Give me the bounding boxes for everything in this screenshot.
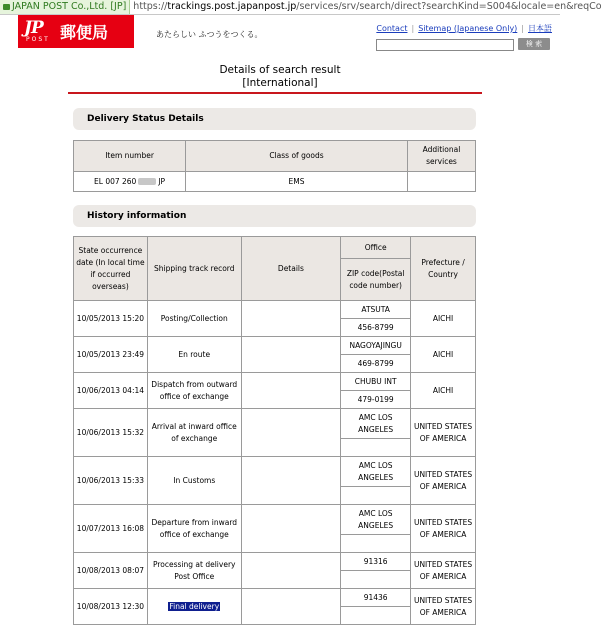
row-date: 10/06/2013 04:14 xyxy=(74,373,148,409)
row-office: AMC LOS ANGELES xyxy=(341,505,411,535)
row-record: In Customs xyxy=(147,457,241,505)
row-office: ATSUTA xyxy=(341,301,411,319)
row-date: 10/05/2013 15:20 xyxy=(74,301,148,337)
row-office: CHUBU INT xyxy=(341,373,411,391)
japan-post-logo[interactable] xyxy=(18,15,134,48)
row-details xyxy=(241,301,341,337)
row-date: 10/07/2013 16:08 xyxy=(74,505,148,553)
row-details xyxy=(241,337,341,373)
ev-certificate-badge[interactable] xyxy=(0,0,130,14)
logo-post: POST xyxy=(26,36,50,43)
col-details: Details xyxy=(241,237,341,301)
class-of-goods-cell: EMS xyxy=(186,172,408,192)
row-record: Posting/Collection xyxy=(147,301,241,337)
row-date: 10/08/2013 12:30 xyxy=(74,589,148,625)
row-prefecture: UNITED STATES OF AMERICA xyxy=(411,553,476,589)
redacted-digits xyxy=(138,178,156,185)
col-zip: ZIP code(Postal code number) xyxy=(341,259,411,301)
top-links: Contact | Sitemap (Japanese Only) | 日本語 xyxy=(376,24,552,33)
row-office: AMC LOS ANGELES xyxy=(341,409,411,439)
row-prefecture: AICHI xyxy=(411,301,476,337)
col-prefecture: Prefecture / Country xyxy=(411,237,476,301)
delivery-status-heading: Delivery Status Details xyxy=(73,108,476,130)
url-host: trackings.post.japanpost.jp xyxy=(167,1,297,12)
title-divider xyxy=(68,92,482,94)
row-zip xyxy=(341,571,411,589)
row-zip: 479-0199 xyxy=(341,391,411,409)
page-title-line1: Details of search result xyxy=(219,64,341,76)
row-office: 91436 xyxy=(341,589,411,607)
row-record: Dispatch from outward office of exchange xyxy=(147,373,241,409)
row-prefecture: AICHI xyxy=(411,373,476,409)
logo-kanji: 郵便局 xyxy=(60,23,109,42)
row-details xyxy=(241,589,341,625)
row-prefecture: UNITED STATES OF AMERICA xyxy=(411,409,476,457)
row-record: Departure from inward office of exchange xyxy=(147,505,241,553)
col-item-number: Item number xyxy=(74,141,186,172)
row-prefecture: AICHI xyxy=(411,337,476,373)
page-title xyxy=(0,64,560,90)
lock-icon xyxy=(3,4,10,10)
col-record: Shipping track record xyxy=(147,237,241,301)
history-table xyxy=(73,236,476,625)
row-record: En route xyxy=(147,337,241,373)
additional-services-cell xyxy=(407,172,475,192)
row-details xyxy=(241,505,341,553)
tagline: あたらしい ふつうをつくる。 xyxy=(156,30,263,39)
site-search-input[interactable] xyxy=(376,39,514,51)
sitemap-link[interactable]: Sitemap (Japanese Only) xyxy=(418,24,518,33)
row-record xyxy=(147,589,241,625)
url-path: /services/srv/search/direct?searchKind=S004&locale=en&reqCo xyxy=(296,1,602,12)
row-details xyxy=(241,409,341,457)
logo-jp: JP xyxy=(24,18,43,38)
row-zip: 456-8799 xyxy=(341,319,411,337)
row-zip: 469-8799 xyxy=(341,355,411,373)
col-date: State occurrence date (In local time if occurred overseas) xyxy=(74,237,148,301)
address-bar[interactable] xyxy=(0,0,602,15)
row-zip xyxy=(341,439,411,457)
site-search-button[interactable]: 検 索 xyxy=(518,38,550,50)
row-details xyxy=(241,553,341,589)
col-office: Office xyxy=(341,237,411,259)
row-office: 91316 xyxy=(341,553,411,571)
history-heading: History information xyxy=(73,205,476,227)
row-date: 10/06/2013 15:33 xyxy=(74,457,148,505)
japanese-link[interactable]: 日本語 xyxy=(528,24,552,33)
url-text[interactable]: https://trackings.post.japanpost.jp/services/srv/search/direct?searchKind=S004&locale=en&reqCo xyxy=(133,1,602,12)
row-record: Arrival at inward office of exchange xyxy=(147,409,241,457)
row-date: 10/08/2013 08:07 xyxy=(74,553,148,589)
page-title-line2: [International] xyxy=(242,77,318,89)
item-number-cell: EL 007 260 JP xyxy=(74,172,186,192)
row-office: AMC LOS ANGELES xyxy=(341,457,411,487)
col-class-of-goods: Class of goods xyxy=(186,141,408,172)
row-details xyxy=(241,373,341,409)
row-details xyxy=(241,457,341,505)
row-office: NAGOYAJINGU xyxy=(341,337,411,355)
row-date: 10/05/2013 23:49 xyxy=(74,337,148,373)
row-prefecture: UNITED STATES OF AMERICA xyxy=(411,457,476,505)
site-header xyxy=(0,15,560,55)
row-prefecture: UNITED STATES OF AMERICA xyxy=(411,589,476,625)
ev-label: JAPAN POST Co.,Ltd. [JP] xyxy=(12,1,127,12)
row-record: Processing at delivery Post Office xyxy=(147,553,241,589)
row-date: 10/06/2013 15:32 xyxy=(74,409,148,457)
row-zip xyxy=(341,607,411,625)
contact-link[interactable]: Contact xyxy=(376,24,408,33)
col-additional-services: Additional services xyxy=(407,141,475,172)
delivery-status-table xyxy=(73,140,476,192)
row-zip xyxy=(341,535,411,553)
row-prefecture: UNITED STATES OF AMERICA xyxy=(411,505,476,553)
selected-text-final-delivery: Final delivery xyxy=(169,601,220,611)
row-zip xyxy=(341,487,411,505)
